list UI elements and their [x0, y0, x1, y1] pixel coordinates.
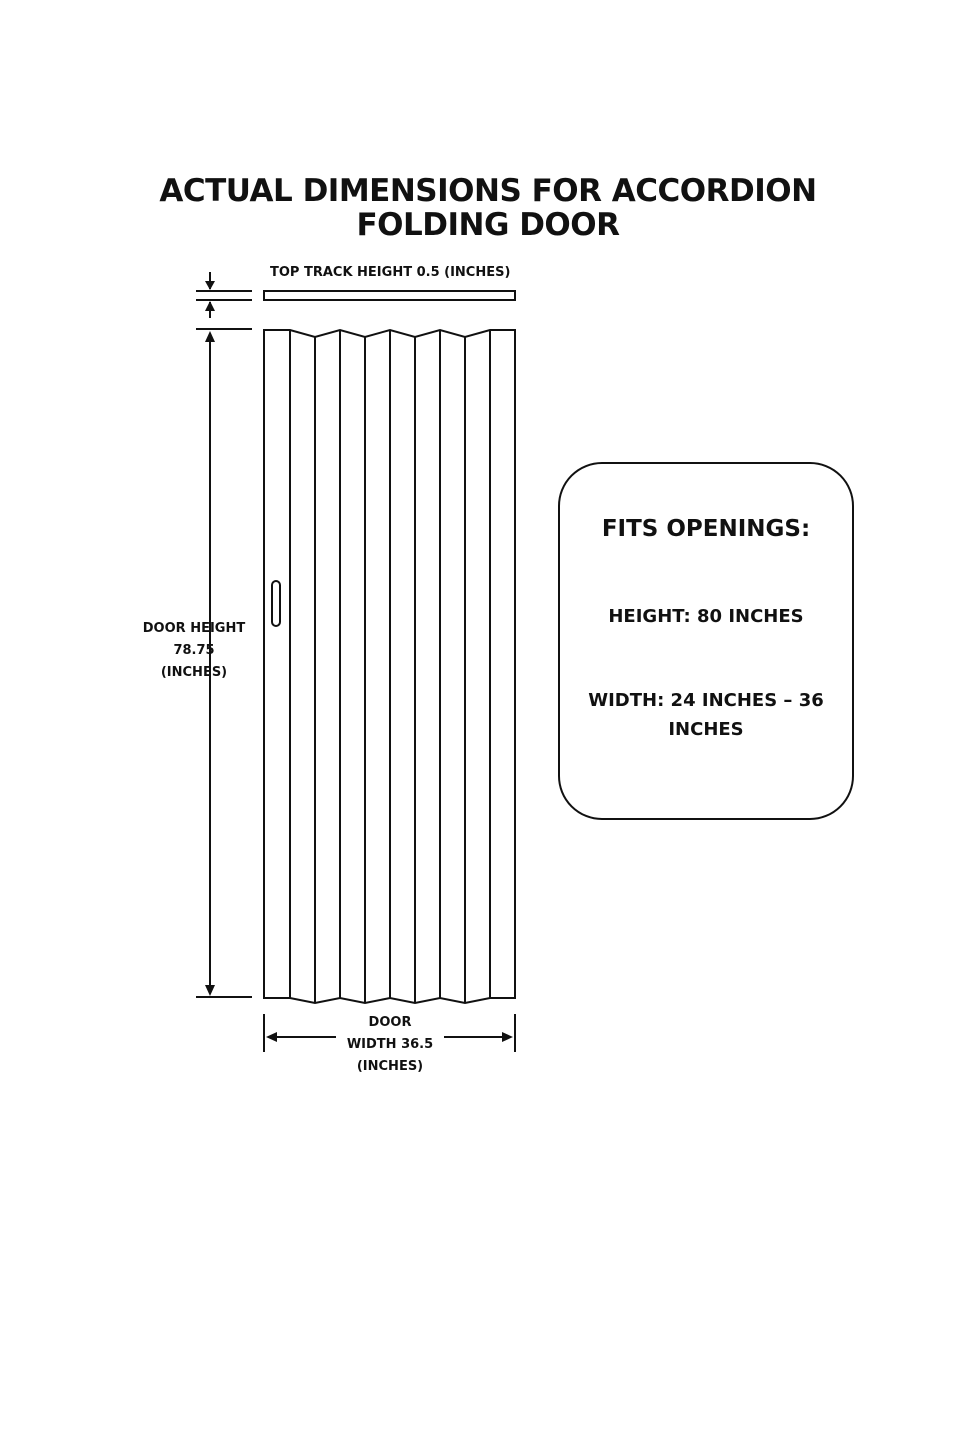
title-line-2: FOLDING DOOR	[356, 207, 620, 243]
door-height-label-line: DOOR HEIGHT	[142, 621, 246, 636]
arrow-down-icon	[205, 281, 215, 290]
door-width-value: WIDTH 36.5	[346, 1037, 434, 1052]
arrow-up-icon	[205, 301, 215, 311]
fits-width-line-1: WIDTH: 24 INCHES – 36	[588, 690, 824, 711]
door-height-value: 78.75	[173, 643, 215, 658]
arrow-left-icon	[266, 1032, 277, 1042]
fits-openings-title: FITS OPENINGS:	[601, 516, 811, 542]
door-height-label	[130, 618, 258, 684]
arrow-down-icon	[205, 985, 215, 996]
door-width-label-line: DOOR	[368, 1015, 412, 1030]
door-width-label	[330, 1012, 450, 1078]
fits-width	[580, 686, 832, 744]
top-track-label: TOP TRACK HEIGHT 0.5 (INCHES)	[270, 265, 511, 280]
top-track-rail	[264, 291, 515, 300]
fits-height: HEIGHT: 80 INCHES	[608, 606, 804, 627]
door-height-unit: (INCHES)	[160, 665, 228, 680]
door-handle-icon	[272, 581, 280, 626]
arrow-up-icon	[205, 331, 215, 342]
door-width-unit: (INCHES)	[356, 1059, 424, 1074]
arrow-right-icon	[502, 1032, 513, 1042]
title-line-1: ACTUAL DIMENSIONS FOR ACCORDION	[159, 173, 817, 209]
fits-width-line-2: INCHES	[668, 719, 744, 740]
fits-openings-box	[558, 462, 854, 820]
